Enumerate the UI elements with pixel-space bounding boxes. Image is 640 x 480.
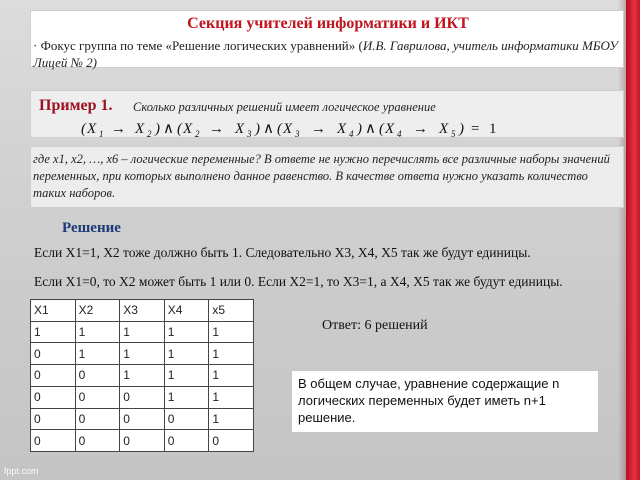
table-cell: 1 (31, 321, 76, 343)
solution-line-2: Если X1=0, то X2 может быть 1 или 0. Если X2=1, то X3=1, а X4, X5 так же будут единицы. (34, 274, 563, 289)
table-row (31, 430, 254, 452)
table-cell: 1 (164, 343, 209, 365)
truth-table-container (30, 299, 254, 452)
table-cell: 0 (75, 408, 120, 430)
svg-text:2: 2 (195, 129, 200, 139)
header-cell: X2 (75, 300, 120, 322)
svg-text:X: X (283, 121, 293, 137)
svg-text:X: X (135, 121, 145, 137)
svg-text:(: ( (177, 121, 182, 137)
truth-table-header-row (31, 300, 254, 322)
header-box (30, 10, 624, 68)
svg-text:4: 4 (349, 129, 354, 139)
svg-text:→: → (311, 121, 326, 137)
table-cell: 1 (120, 365, 165, 387)
table-cell: 0 (164, 430, 209, 452)
general-case-box (292, 371, 598, 432)
table-cell: 0 (164, 408, 209, 430)
svg-text:(: ( (277, 121, 282, 137)
table-row (31, 343, 254, 365)
table-row (31, 408, 254, 430)
header-cell: X1 (31, 300, 76, 322)
table-row (31, 321, 254, 343)
table-cell: 1 (164, 386, 209, 408)
svg-text:→: → (209, 121, 224, 137)
svg-text:X: X (87, 121, 97, 137)
slide-title: Секция учителей информатики и ИКТ (187, 15, 469, 32)
table-cell: 0 (120, 408, 165, 430)
table-cell: 1 (120, 343, 165, 365)
svg-text:→: → (111, 121, 126, 137)
table-cell: 0 (31, 430, 76, 452)
svg-text:(: ( (81, 121, 86, 137)
decorative-red-strip (626, 0, 640, 480)
table-cell: 0 (31, 343, 76, 365)
svg-text:5: 5 (451, 129, 456, 139)
table-cell: 0 (31, 386, 76, 408)
svg-text:1: 1 (489, 121, 497, 137)
header-cell: X3 (120, 300, 165, 322)
solution-heading: Решение (62, 220, 121, 236)
table-row (31, 386, 254, 408)
table-cell: 1 (209, 408, 254, 430)
table-cell: 1 (209, 321, 254, 343)
problem-description: где x1, x2, …, x6 – логические переменные? В ответе не нужно перечислять все различные наборы значений переменных, при которых выполнено данное равенство. В качестве ответа нужно указать количество таких наборов. (33, 152, 610, 200)
table-cell: 1 (120, 321, 165, 343)
subtitle-author: И.В. Гаврилова, учитель информатики МБОУ Лицей № 2) (33, 38, 618, 70)
svg-text:X: X (337, 121, 347, 137)
table-cell: 1 (209, 386, 254, 408)
svg-text:∧: ∧ (263, 121, 274, 137)
svg-text:1: 1 (99, 129, 104, 139)
table-cell: 1 (209, 365, 254, 387)
table-cell: 0 (31, 408, 76, 430)
truth-table (30, 299, 254, 452)
watermark: fppt.com (4, 466, 39, 476)
subtitle-prefix: · Фокус группа по теме «Решение логических уравнений» ( (33, 38, 363, 53)
svg-text:2: 2 (147, 129, 152, 139)
table-row (31, 365, 254, 387)
example-box (30, 90, 624, 138)
table-cell: 0 (75, 430, 120, 452)
solution-line-1: Если X1=1, X2 тоже должно быть 1. Следовательно X3, X4, X5 так же будут единицы. (34, 245, 531, 260)
table-cell: 1 (75, 321, 120, 343)
svg-text:3: 3 (247, 129, 252, 139)
table-cell: 0 (31, 365, 76, 387)
example-question: Сколько различных решений имеет логическое уравнение (133, 100, 436, 114)
description-box (30, 146, 624, 208)
table-cell: 1 (75, 343, 120, 365)
table-cell: 0 (120, 386, 165, 408)
svg-text:X: X (183, 121, 193, 137)
svg-text:3: 3 (295, 129, 300, 139)
svg-text:∧: ∧ (163, 121, 174, 137)
table-cell: 0 (75, 365, 120, 387)
svg-text:): ) (459, 121, 464, 137)
svg-text:): ) (155, 121, 160, 137)
logic-formula (31, 117, 625, 139)
svg-text:X: X (235, 121, 245, 137)
svg-text:∧: ∧ (365, 121, 376, 137)
table-cell: 0 (209, 430, 254, 452)
table-cell: 1 (209, 343, 254, 365)
table-cell: 0 (75, 386, 120, 408)
svg-text:): ) (255, 121, 260, 137)
svg-text:=: = (471, 121, 480, 137)
general-case-text: В общем случае, уравнение содержащие n логических переменных будет иметь n+1 решение. (298, 376, 560, 425)
header-cell: X4 (164, 300, 209, 322)
svg-text:4: 4 (397, 129, 402, 139)
svg-text:X: X (439, 121, 449, 137)
table-cell: 0 (120, 430, 165, 452)
example-label: Пример 1. (39, 97, 113, 114)
answer-text: Ответ: 6 решений (322, 318, 428, 333)
table-cell: 1 (164, 365, 209, 387)
table-cell: 1 (164, 321, 209, 343)
svg-text:): ) (357, 121, 362, 137)
slide-subtitle (33, 37, 623, 71)
svg-text:→: → (413, 121, 428, 137)
header-cell: x5 (209, 300, 254, 322)
svg-text:(: ( (379, 121, 384, 137)
svg-text:X: X (385, 121, 395, 137)
